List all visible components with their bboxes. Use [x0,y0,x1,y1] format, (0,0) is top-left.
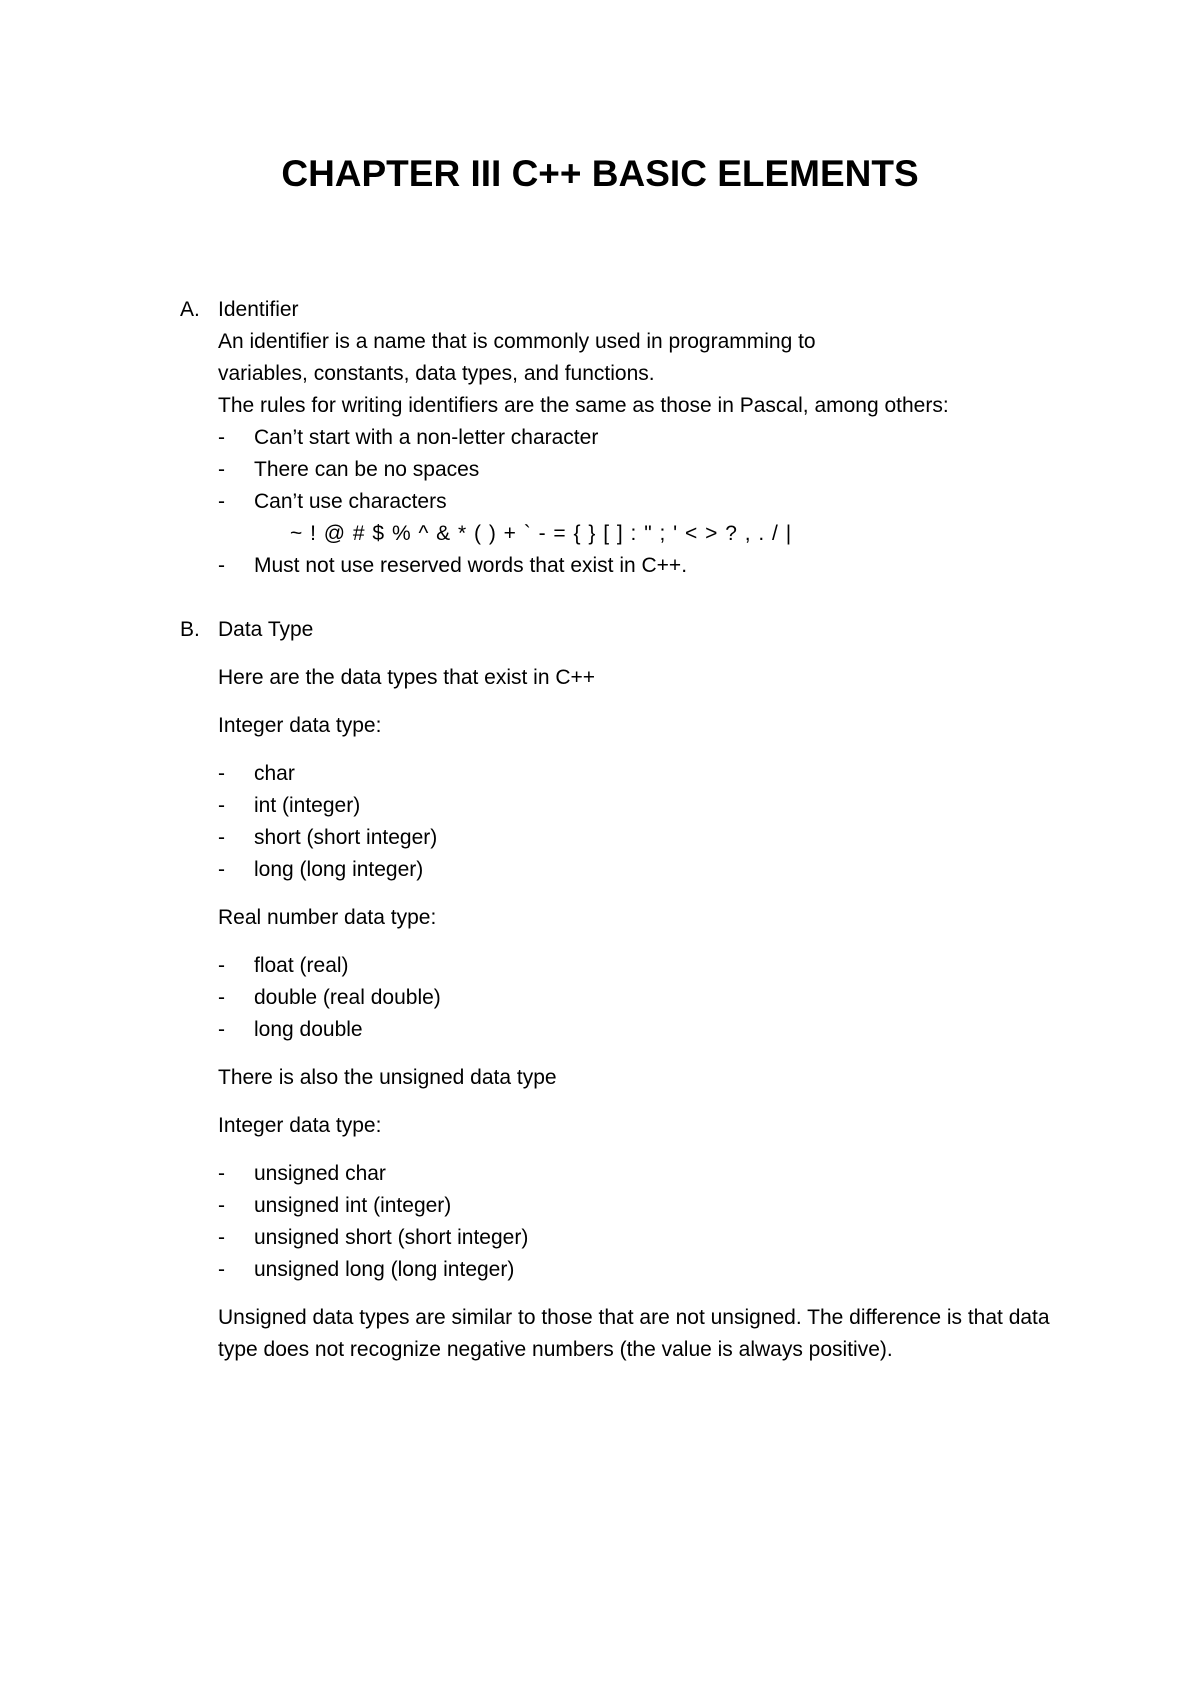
list-item [218,790,1080,822]
list-item-text: There can be no spaces [254,458,480,481]
section-heading-text: Data Type [218,618,314,641]
paragraph-line: An identifier is a name that is commonly used in programming to [218,330,816,353]
dash-bullet: - [218,1162,225,1185]
list-item [218,758,1080,790]
paragraph-line: The rules for writing identifiers are the same as those in Pascal, among others: [218,394,949,417]
integer-type-list [218,758,1080,886]
list-item-text: short (short integer) [254,826,438,849]
chapter-title: CHAPTER III C++ BASIC ELEMENTS [281,153,919,194]
forbidden-characters: ~ ! @ # $ % ^ & * ( ) + ` - = { } [ ] : " ; ' < > ? , . / | [290,522,793,545]
dash-bullet: - [218,1018,225,1041]
dash-bullet: - [218,954,225,977]
list-item-text: long double [254,1018,363,1041]
list-item-text: float (real) [254,954,349,977]
unsigned-intro: There is also the unsigned data type [218,1066,557,1089]
unsigned-type-list [218,1158,1080,1286]
list-item-text: Can’t use characters [254,490,447,513]
dash-bullet: - [218,986,225,1009]
unsigned-integer-label: Integer data type: [218,1114,382,1137]
list-item [218,550,1080,582]
list-item-text: unsigned long (long integer) [254,1258,515,1281]
real-label: Real number data type: [218,906,437,929]
section-marker: B. [180,618,200,641]
list-item [218,1254,1080,1286]
dash-bullet: - [218,762,225,785]
list-item-text: long (long integer) [254,858,424,881]
section-heading [180,614,1080,646]
list-item-text: char [254,762,295,785]
dash-bullet: - [218,1194,225,1217]
list-item [218,1014,1080,1046]
list-item [218,822,1080,854]
list-item [218,454,1080,486]
section-body [180,326,1080,582]
intro-paragraph: Here are the data types that exist in C++ [218,666,596,689]
dash-bullet: - [218,458,225,481]
section-marker: A. [180,298,200,321]
list-item-text: int (integer) [254,794,361,817]
section-body [180,662,1080,1366]
list-item-text: double (real double) [254,986,441,1009]
dash-bullet: - [218,794,225,817]
list-item [218,1222,1080,1254]
list-item [218,1158,1080,1190]
list-item [218,982,1080,1014]
dash-bullet: - [218,858,225,881]
closing-paragraph: Unsigned data types are similar to those that are not unsigned. The difference is that data type does not recognize negative numbers (the value is always positive). [218,1306,1050,1361]
list-item [218,422,1080,454]
integer-label: Integer data type: [218,714,382,737]
dash-bullet: - [218,490,225,513]
list-item-text: Must not use reserved words that exist in C++. [254,554,688,577]
real-type-list [218,950,1080,1046]
dash-bullet: - [218,826,225,849]
list-item [218,486,1080,518]
list-item-text: unsigned int (integer) [254,1194,452,1217]
list-item [218,950,1080,982]
dash-bullet: - [218,1226,225,1249]
section-identifier [180,294,1080,582]
list-item-text: unsigned char [254,1162,386,1185]
paragraph-line: variables, constants, data types, and functions. [218,362,655,385]
list-item-text: unsigned short (short integer) [254,1226,529,1249]
list-item [218,1190,1080,1222]
dash-bullet: - [218,426,225,449]
list-item [218,854,1080,886]
section-data-type [180,614,1080,1366]
list-item-text: Can’t start with a non-letter character [254,426,599,449]
dash-bullet: - [218,1258,225,1281]
dash-bullet: - [218,554,225,577]
section-heading [180,294,1080,326]
section-heading-text: Identifier [218,298,299,321]
